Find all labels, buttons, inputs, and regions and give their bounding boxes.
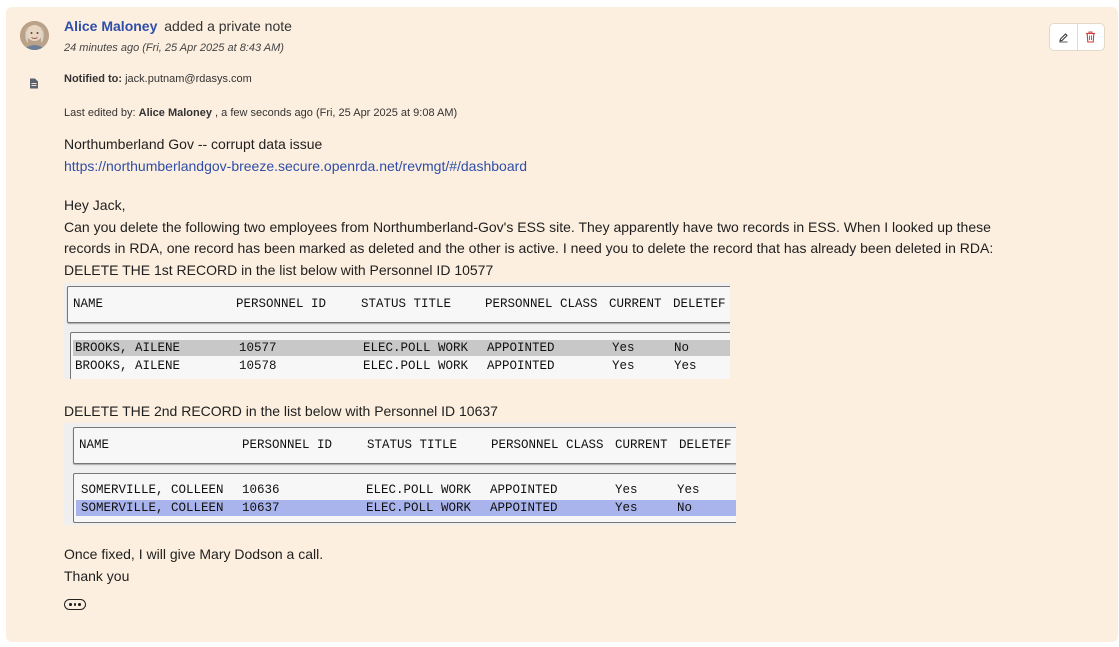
greeting: Hey Jack,	[64, 197, 126, 213]
table-body	[73, 473, 736, 523]
table-cell: BROOKS, AILENE	[75, 341, 181, 355]
table-cell: SOMERVILLE, COLLEEN	[81, 483, 224, 497]
table-header	[67, 286, 730, 323]
avatar[interactable]	[20, 21, 49, 50]
note-subject: Northumberland Gov -- corrupt data issue	[64, 136, 323, 152]
table-cell: ELEC.POLL WORK	[363, 359, 469, 373]
table-cell: SOMERVILLE, COLLEEN	[81, 501, 224, 515]
table-cell: 10636	[242, 483, 280, 497]
body-paragraph-2: records in RDA, one record has been marked as deleted and the other is active. I need you to delete the record that has already been deleted in RDA:	[64, 240, 994, 256]
table-cell: ELEC.POLL WORK	[366, 483, 472, 497]
table-row	[76, 482, 736, 498]
table-cell: ELEC.POLL WORK	[366, 501, 472, 515]
note-header	[64, 18, 292, 34]
table-cell: Yes	[674, 359, 697, 373]
author-link[interactable]: Alice Maloney	[64, 18, 158, 34]
closing-line-1: Once fixed, I will give Mary Dodson a call.	[64, 546, 324, 562]
body-paragraph-1: Can you delete the following two employees from Northumberland-Gov's ESS site. They apparently have two records in ESS. When I looked up these	[64, 219, 991, 235]
table-row	[73, 340, 730, 356]
table-cell: 10637	[242, 501, 280, 515]
table-cell: APPOINTED	[490, 483, 558, 497]
column-header: DELETEF	[679, 438, 732, 452]
delete-instruction-2: DELETE THE 2nd RECORD in the list below with Personnel ID 10637	[64, 403, 498, 419]
records-screenshot-1	[64, 283, 730, 379]
closing-line-2: Thank you	[64, 568, 130, 584]
table-cell: No	[677, 501, 693, 515]
notified-email: jack.putnam@rdasys.com	[125, 73, 252, 85]
last-edited-by: Alice Maloney	[138, 107, 212, 119]
document-icon	[29, 76, 39, 87]
records-screenshot-2	[64, 423, 736, 525]
trash-icon	[1085, 31, 1096, 43]
column-header: CURRENT	[615, 438, 668, 452]
column-header: CURRENT	[609, 297, 662, 311]
table-cell: APPOINTED	[490, 501, 558, 515]
edit-button[interactable]	[1050, 24, 1077, 50]
column-header: PERSONNEL ID	[242, 438, 333, 452]
table-cell: 10577	[239, 341, 277, 355]
note-action-text: added a private note	[164, 18, 292, 34]
column-header: PERSONNEL ID	[236, 297, 327, 311]
table-cell: Yes	[615, 501, 638, 515]
column-header: NAME	[79, 438, 110, 452]
table-cell: BROOKS, AILENE	[75, 359, 181, 373]
dashboard-link[interactable]: https://northumberlandgov-breeze.secure.openrda.net/revmgt/#/dashboard	[64, 158, 528, 174]
table-cell: Yes	[615, 483, 638, 497]
table-cell: Yes	[612, 359, 635, 373]
table-row	[76, 500, 736, 516]
table-cell: APPOINTED	[487, 359, 555, 373]
last-edited-label: Last edited by:	[64, 107, 136, 119]
note-actions	[1049, 23, 1105, 51]
table-header	[73, 427, 736, 464]
table-cell: No	[674, 341, 690, 355]
column-header: STATUS TITLE	[367, 438, 458, 452]
table-cell: Yes	[677, 483, 700, 497]
column-header: DELETEF	[673, 297, 726, 311]
delete-button[interactable]	[1077, 24, 1105, 50]
notified-label: Notified to:	[64, 73, 123, 85]
column-header: NAME	[73, 297, 104, 311]
table-cell: Yes	[612, 341, 635, 355]
table-body	[70, 332, 730, 379]
note-timestamp: 24 minutes ago (Fri, 25 Apr 2025 at 8:43 AM)	[64, 42, 284, 54]
ellipsis-icon[interactable]	[64, 599, 86, 610]
column-header: PERSONNEL CLASS	[491, 438, 604, 452]
table-cell: ELEC.POLL WORK	[363, 341, 469, 355]
last-edited-when: , a few seconds ago (Fri, 25 Apr 2025 at 9:08 AM)	[215, 107, 458, 119]
column-header: PERSONNEL CLASS	[485, 297, 598, 311]
table-row	[73, 358, 730, 374]
delete-instruction-1: DELETE THE 1st RECORD in the list below with Personnel ID 10577	[64, 262, 494, 278]
last-edited-line	[64, 107, 457, 119]
column-header: STATUS TITLE	[361, 297, 452, 311]
table-cell: 10578	[239, 359, 277, 373]
pencil-icon	[1058, 32, 1069, 43]
notified-line	[64, 73, 252, 85]
table-cell: APPOINTED	[487, 341, 555, 355]
